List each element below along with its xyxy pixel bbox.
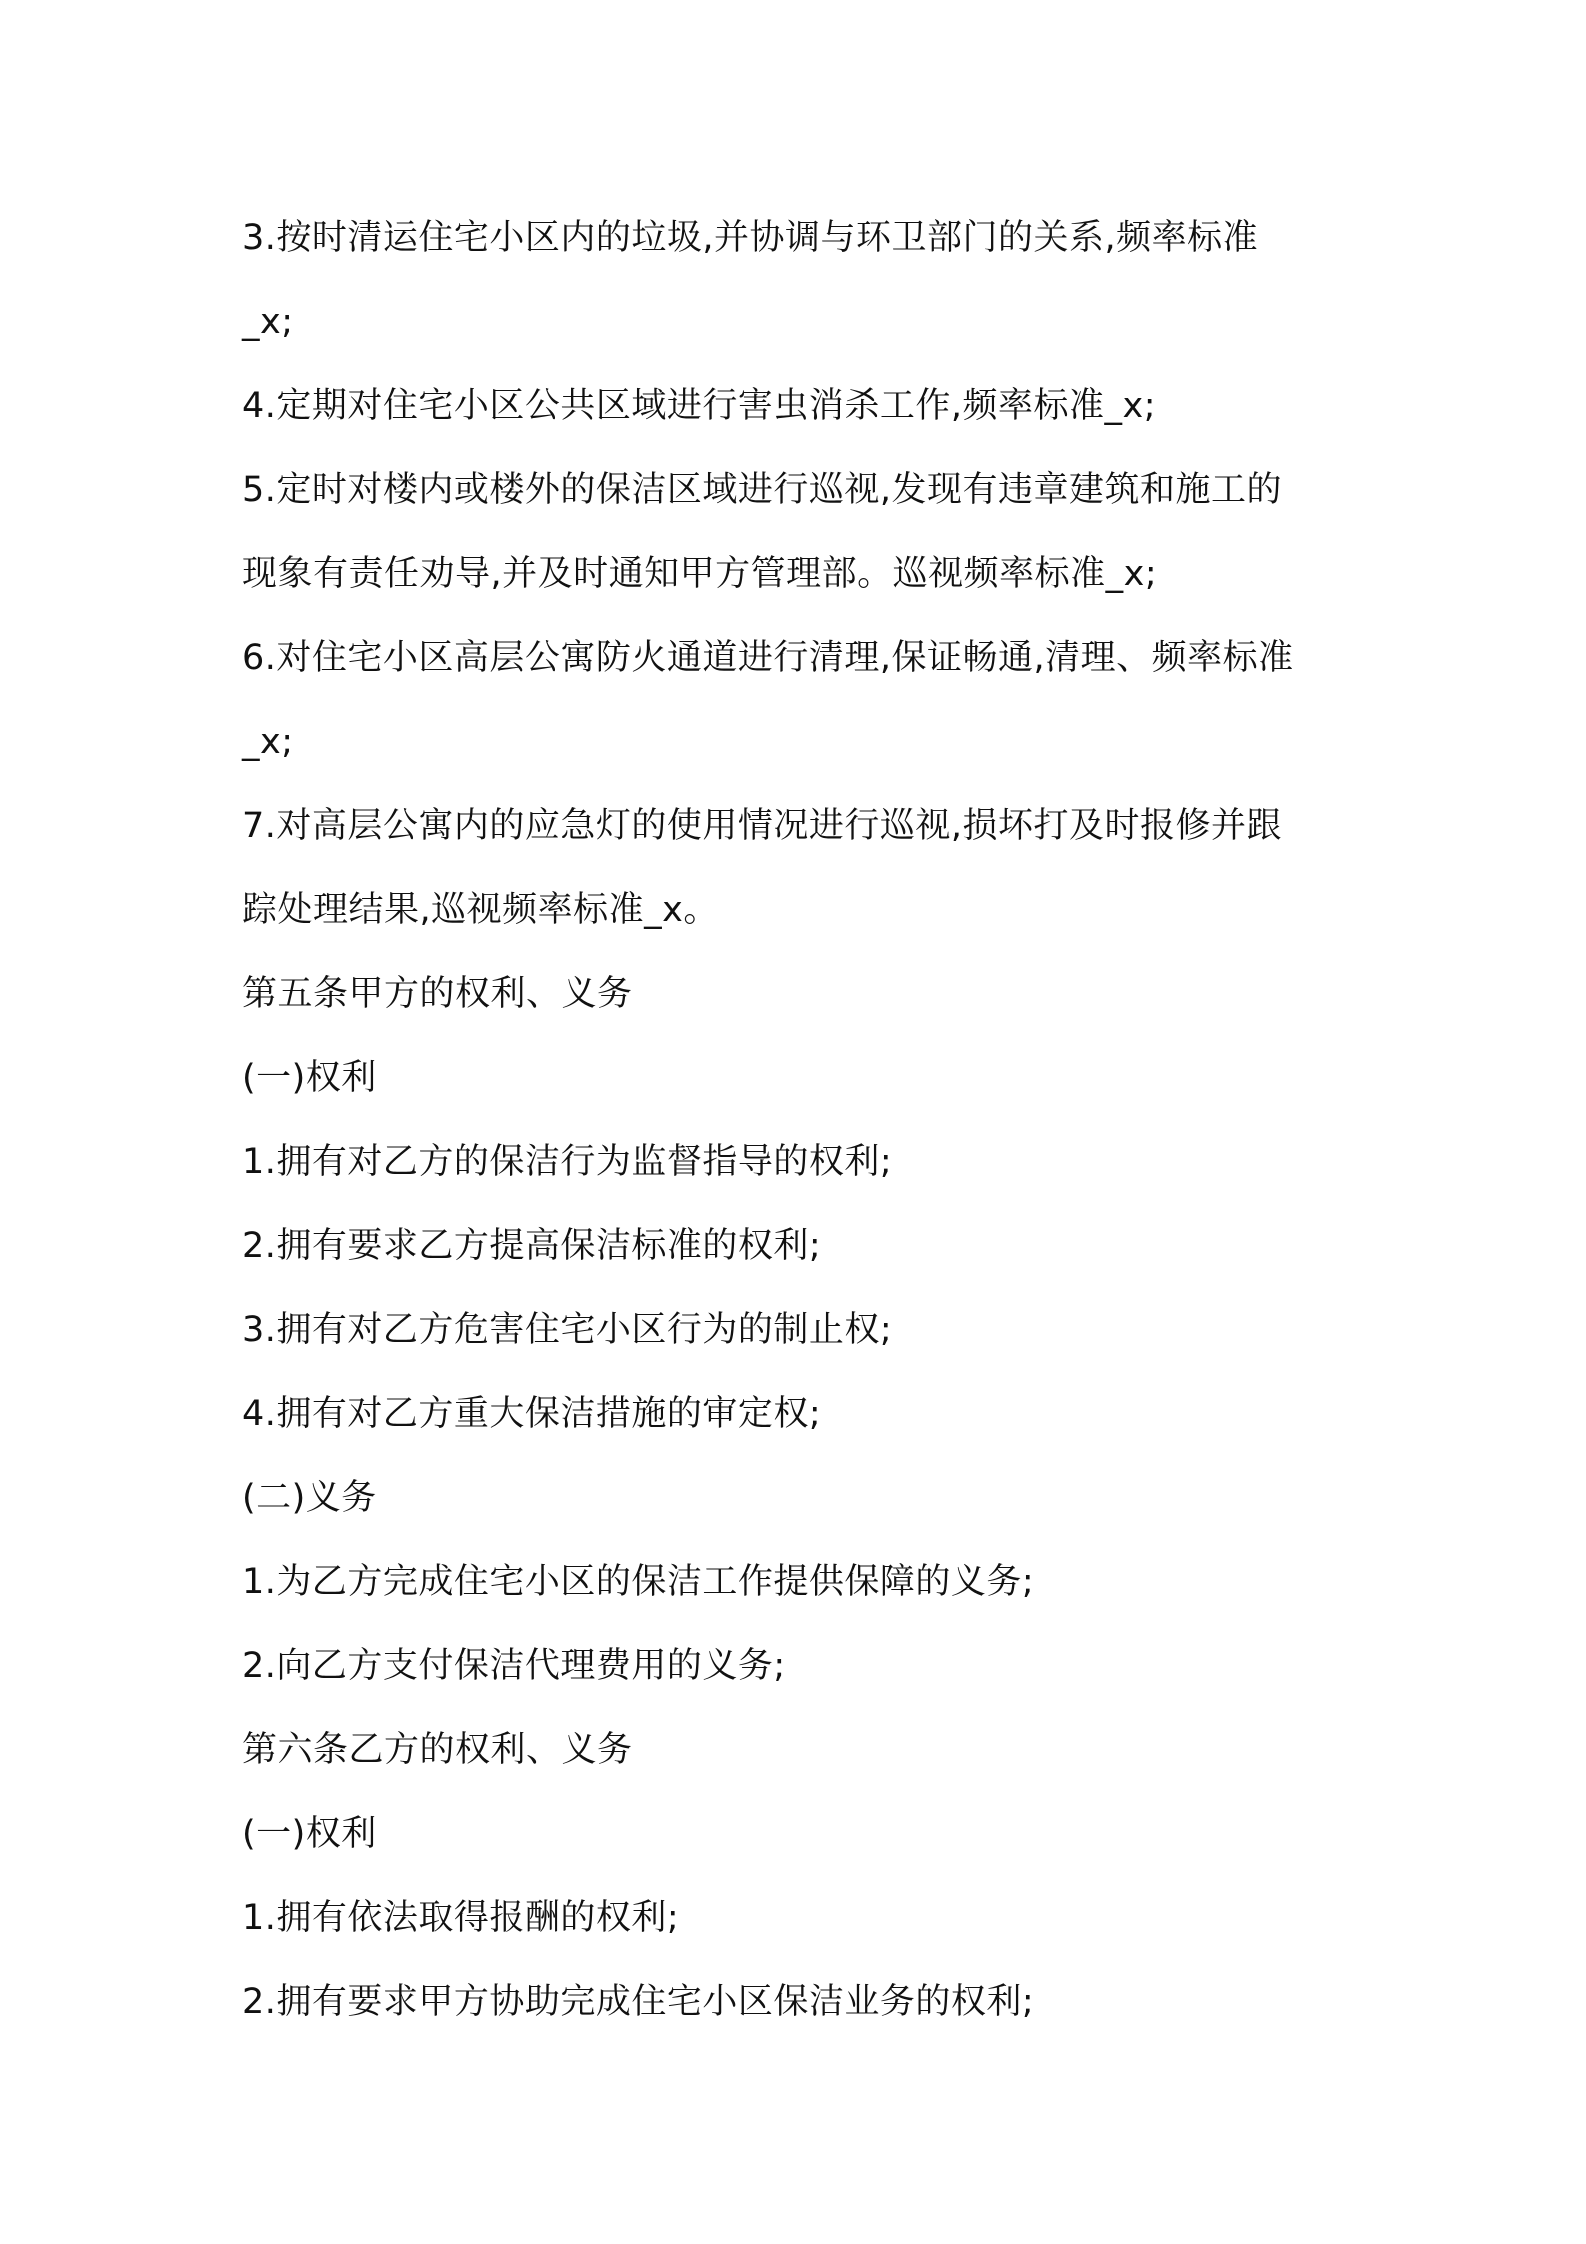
list-item: 4.拥有对乙方重大保洁措施的审定权; (242, 1394, 822, 1434)
list-item: 3.拥有对乙方危害住宅小区行为的制止权; (242, 1310, 893, 1350)
document-body (242, 196, 1362, 2044)
text-line: 现象有责任劝导,并及时通知甲方管理部。巡视频率标准_x; (242, 554, 1158, 594)
list-item: 1.拥有对乙方的保洁行为监督指导的权利; (242, 1142, 893, 1182)
text-line: 7.对高层公寓内的应急灯的使用情况进行巡视,损坏打及时报修并跟 (242, 806, 1283, 846)
section-heading: 第六条乙方的权利、义务 (242, 1730, 633, 1770)
subsection-heading: (一)权利 (242, 1058, 377, 1098)
text-line: _x; (242, 302, 294, 342)
list-item: 2.向乙方支付保洁代理费用的义务; (242, 1646, 786, 1686)
list-item: 1.拥有依法取得报酬的权利; (242, 1898, 680, 1938)
text-line: 3.按时清运住宅小区内的垃圾,并协调与环卫部门的关系,频率标准 (242, 218, 1259, 258)
text-line: 5.定时对楼内或楼外的保洁区域进行巡视,发现有违章建筑和施工的 (242, 470, 1283, 510)
text-line: _x; (242, 722, 294, 762)
text-line: 4.定期对住宅小区公共区域进行害虫消杀工作,频率标准_x; (242, 386, 1157, 426)
subsection-heading: (二)义务 (242, 1478, 377, 1518)
text-line: 踪处理结果,巡视频率标准_x。 (242, 890, 719, 930)
subsection-heading: (一)权利 (242, 1814, 377, 1854)
section-heading: 第五条甲方的权利、义务 (242, 974, 633, 1014)
list-item: 2.拥有要求乙方提高保洁标准的权利; (242, 1226, 822, 1266)
text-line: 6.对住宅小区高层公寓防火通道进行清理,保证畅通,清理、频率标准 (242, 638, 1294, 678)
list-item: 2.拥有要求甲方协助完成住宅小区保洁业务的权利; (242, 1982, 1035, 2022)
list-item: 1.为乙方完成住宅小区的保洁工作提供保障的义务; (242, 1562, 1035, 1602)
